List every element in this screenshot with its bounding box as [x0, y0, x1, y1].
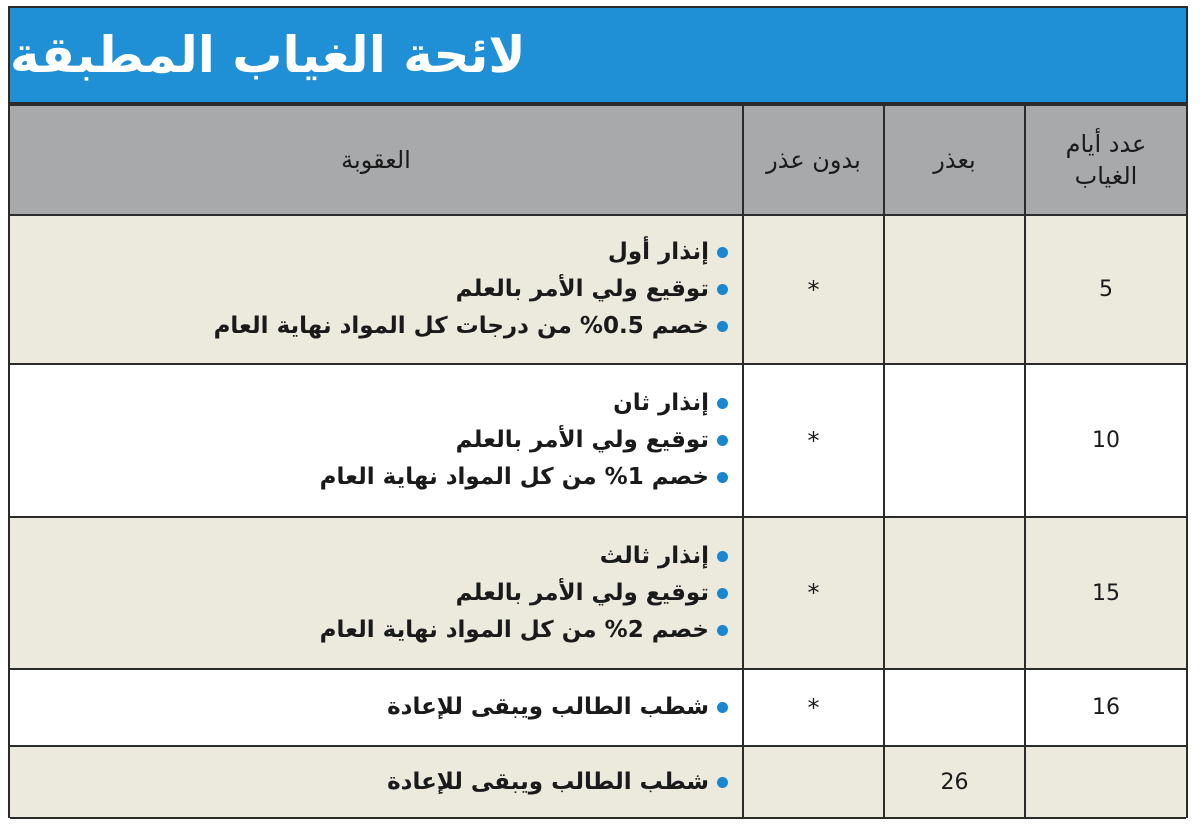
cell-with-excuse: 26 [884, 746, 1025, 818]
table-header-row [10, 105, 1186, 215]
title-bar [10, 8, 1186, 104]
cell-without-excuse [743, 746, 884, 818]
bullet-icon [717, 472, 728, 483]
bullet-icon [717, 625, 728, 636]
penalty-item: خصم 0.5% من درجات كل المواد نهاية العام [20, 308, 728, 345]
penalty-item: شطب الطالب ويبقى للإعادة [20, 689, 728, 726]
header-with-excuse: بعذر [884, 105, 1025, 215]
cell-days: 10 [1025, 364, 1186, 517]
cell-without-excuse: * [743, 215, 884, 364]
absence-table-card [8, 6, 1188, 818]
cell-days: 5 [1025, 215, 1186, 364]
penalty-item: إنذار أول [20, 234, 728, 271]
cell-penalty [10, 669, 743, 746]
cell-penalty [10, 215, 743, 364]
bullet-icon [717, 321, 728, 332]
cell-with-excuse [884, 364, 1025, 517]
bullet-icon [717, 551, 728, 562]
bullet-icon [717, 435, 728, 446]
penalty-item: شطب الطالب ويبقى للإعادة [20, 764, 728, 801]
penalty-item: إنذار ثان [20, 385, 728, 422]
bullet-icon [717, 777, 728, 788]
header-days: عدد أيام الغياب [1025, 105, 1186, 215]
cell-without-excuse: * [743, 517, 884, 669]
table-row [10, 215, 1186, 364]
bullet-icon [717, 247, 728, 258]
table-row [10, 669, 1186, 746]
penalty-item: توقيع ولي الأمر بالعلم [20, 271, 728, 308]
bullet-icon [717, 702, 728, 713]
cell-with-excuse [884, 517, 1025, 669]
penalty-item: توقيع ولي الأمر بالعلم [20, 575, 728, 612]
table-row [10, 517, 1186, 669]
penalty-item: خصم 1% من كل المواد نهاية العام [20, 459, 728, 496]
page-title: لائحة الغياب المطبقة [10, 26, 526, 84]
header-penalty: العقوبة [10, 105, 743, 215]
cell-penalty [10, 517, 743, 669]
cell-penalty [10, 746, 743, 818]
bullet-icon [717, 398, 728, 409]
header-without-excuse: بدون عذر [743, 105, 884, 215]
cell-days: 15 [1025, 517, 1186, 669]
absence-table [10, 104, 1186, 819]
bullet-icon [717, 588, 728, 599]
penalty-item: توقيع ولي الأمر بالعلم [20, 422, 728, 459]
penalty-item: خصم 2% من كل المواد نهاية العام [20, 612, 728, 649]
cell-days: 16 [1025, 669, 1186, 746]
bullet-icon [717, 284, 728, 295]
cell-without-excuse: * [743, 669, 884, 746]
penalty-item: إنذار ثالث [20, 538, 728, 575]
cell-penalty [10, 364, 743, 517]
cell-with-excuse [884, 669, 1025, 746]
cell-days [1025, 746, 1186, 818]
table-row [10, 746, 1186, 818]
cell-without-excuse: * [743, 364, 884, 517]
cell-with-excuse [884, 215, 1025, 364]
table-row [10, 364, 1186, 517]
